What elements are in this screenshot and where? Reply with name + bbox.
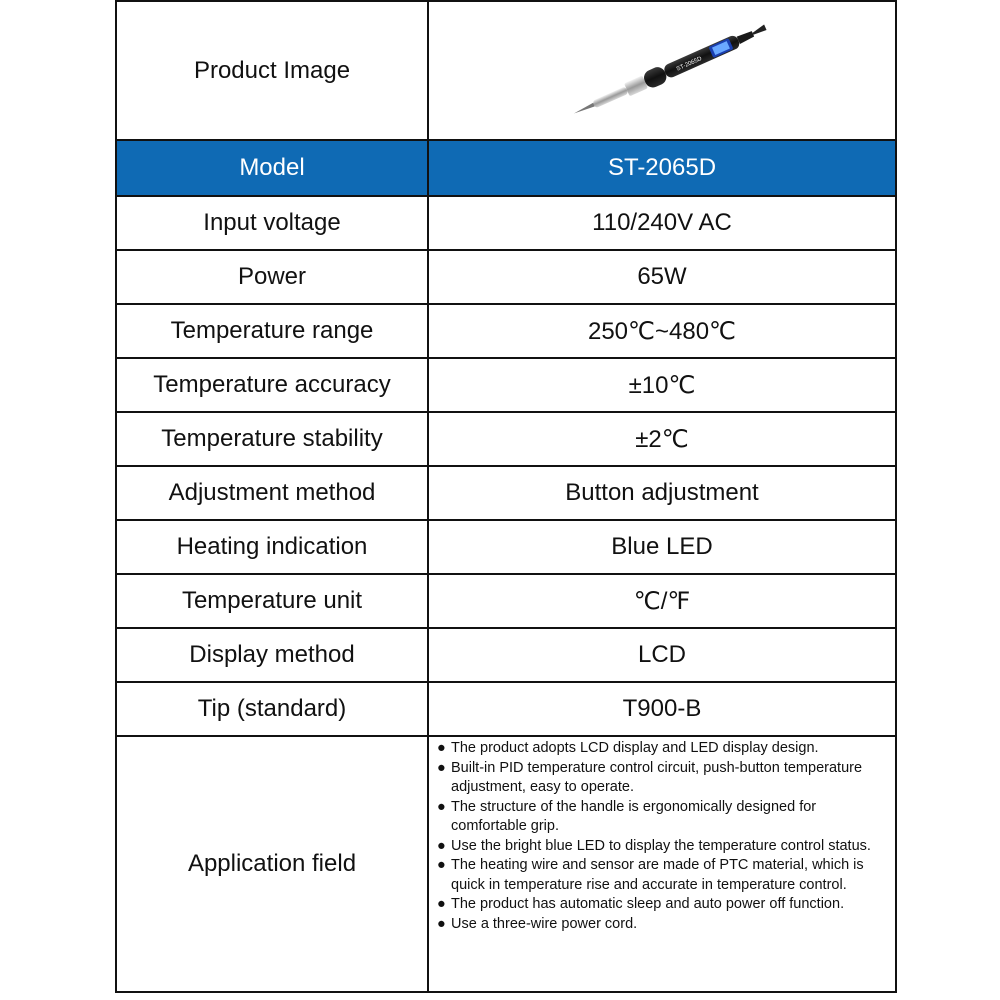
spec-label: Temperature range bbox=[116, 304, 428, 358]
spec-value: ℃/℉ bbox=[428, 574, 896, 628]
spec-row bbox=[116, 574, 896, 628]
application-label: Application field bbox=[116, 736, 428, 992]
spec-value: 65W bbox=[428, 250, 896, 304]
application-bullet: ● Use the bright blue LED to display the temperature control status. bbox=[437, 837, 891, 857]
spec-row bbox=[116, 412, 896, 466]
spec-row bbox=[116, 196, 896, 250]
application-bullet: ● The product has automatic sleep and auto power off function. bbox=[437, 895, 891, 915]
application-bullet: ● Use a three-wire power cord. bbox=[437, 915, 891, 935]
bullet-dot-icon: ● bbox=[437, 740, 446, 756]
spec-label: Power bbox=[116, 250, 428, 304]
spec-value: Blue LED bbox=[428, 520, 896, 574]
spec-label: Tip (standard) bbox=[116, 682, 428, 736]
spec-value: ±10℃ bbox=[428, 358, 896, 412]
application-bullet: ● The heating wire and sensor are made of PTC material, which is quick in temperature rise and accurate in temperature control. bbox=[437, 857, 864, 893]
handle-text: ST-2065D bbox=[675, 56, 703, 73]
spec-value: Button adjustment bbox=[428, 466, 896, 520]
spec-row bbox=[116, 304, 896, 358]
product-image-cell bbox=[428, 1, 896, 140]
bullet-dot-icon: ● bbox=[437, 857, 446, 873]
spec-label: Heating indication bbox=[116, 520, 428, 574]
spec-label: Input voltage bbox=[116, 196, 428, 250]
spec-label: Adjustment method bbox=[116, 466, 428, 520]
spec-row bbox=[116, 520, 896, 574]
model-row bbox=[116, 140, 896, 196]
spec-label: Temperature accuracy bbox=[116, 358, 428, 412]
product-image-row bbox=[116, 1, 896, 140]
bullet-dot-icon: ● bbox=[437, 837, 446, 854]
spec-row bbox=[116, 628, 896, 682]
model-value: ST-2065D bbox=[428, 140, 896, 196]
spec-label: Temperature unit bbox=[116, 574, 428, 628]
spec-label: Temperature stability bbox=[116, 412, 428, 466]
spec-value: LCD bbox=[428, 628, 896, 682]
spec-value: ±2℃ bbox=[428, 412, 896, 466]
bullet-dot-icon: ● bbox=[437, 798, 446, 815]
bullet-dot-icon: ● bbox=[437, 896, 446, 912]
application-bullet: ● The product adopts LCD display and LED display design. bbox=[437, 739, 891, 759]
spec-row bbox=[116, 682, 896, 736]
spec-value: 110/240V AC bbox=[428, 196, 896, 250]
spec-value: T900-B bbox=[428, 682, 896, 736]
spec-row bbox=[116, 358, 896, 412]
spec-row bbox=[116, 250, 896, 304]
spec-label: Display method bbox=[116, 628, 428, 682]
soldering-iron-icon bbox=[564, 24, 774, 114]
product-image-label: Product Image bbox=[116, 1, 428, 140]
application-bullets bbox=[428, 736, 896, 992]
bullet-dot-icon: ● bbox=[437, 759, 446, 776]
spec-table bbox=[115, 0, 897, 993]
application-row bbox=[116, 736, 896, 992]
spec-value: 250℃~480℃ bbox=[428, 304, 896, 358]
model-label: Model bbox=[116, 140, 428, 196]
bullet-dot-icon: ● bbox=[437, 915, 446, 932]
application-bullet: ● Built-in PID temperature control circuit, push-button temperature adjustment, easy to operate. bbox=[437, 759, 863, 795]
spec-row bbox=[116, 466, 896, 520]
application-bullet: ● The structure of the handle is ergonomically designed for comfortable grip. bbox=[437, 798, 817, 834]
